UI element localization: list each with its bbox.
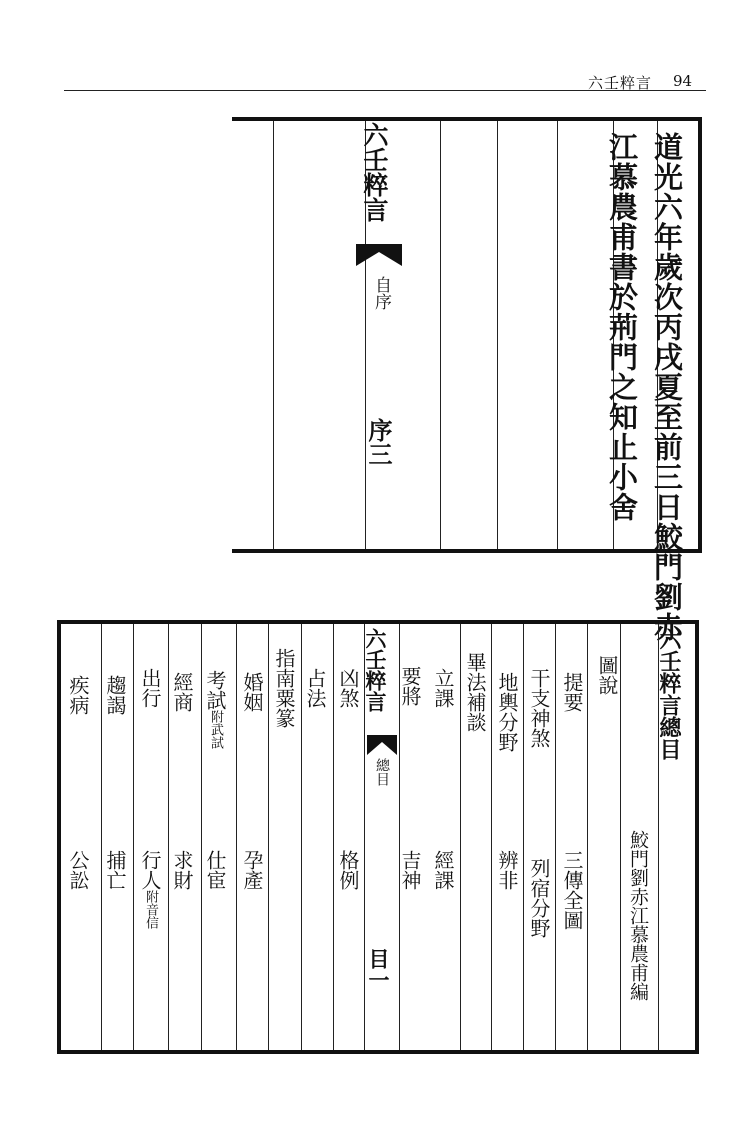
toc-entry: 趨謁 <box>103 675 127 715</box>
running-header-title: 六壬粹言 <box>588 74 653 92</box>
toc-entry <box>205 670 225 749</box>
toc-entry: 提要 <box>560 672 584 712</box>
toc-entry: 指南粟篆 <box>272 648 296 728</box>
column-rule <box>201 624 202 1050</box>
toc-entry: 圖說 <box>595 655 619 695</box>
column-rule <box>620 624 621 1050</box>
toc-author: 鮫門劉赤江慕農甫編 <box>627 830 649 1001</box>
upper-fishtail-mark <box>356 244 402 266</box>
toc-entry: 占法 <box>303 668 327 708</box>
column-rule <box>168 624 169 1050</box>
toc-entry: 三傳全圖 <box>560 850 584 930</box>
column-rule <box>555 624 556 1050</box>
toc-entry: 仕宦 <box>203 850 227 890</box>
column-rule <box>273 121 274 549</box>
toc-entry: 干支神煞 <box>527 668 551 748</box>
lower-fishtail-mark <box>367 735 397 755</box>
lower-side-section: 總目 <box>374 758 390 786</box>
toc-entry: 求財 <box>170 850 194 890</box>
toc-title: 六壬粹言總目 <box>656 628 682 760</box>
toc-entry: 經課 <box>431 850 455 890</box>
toc-entry: 吉神 <box>398 850 422 890</box>
preface-line-1: 道光六年歲次丙戌夏至前三日鮫門劉赤 <box>650 132 684 642</box>
column-rule <box>523 624 524 1050</box>
column-rule <box>497 121 498 549</box>
lower-folio-label: 目一 <box>366 948 391 990</box>
header-rule <box>64 90 706 91</box>
toc-entry: 立課 <box>431 668 455 708</box>
column-rule <box>557 121 558 549</box>
toc-entry-main: 行人 <box>138 850 162 890</box>
upper-folio-label: 序三 <box>364 418 393 466</box>
column-rule <box>440 121 441 549</box>
preface-line-2: 江慕農甫書於荊門之知止小舍 <box>605 132 639 522</box>
column-rule <box>333 624 334 1050</box>
upper-side-title: 六壬粹言 <box>360 122 389 222</box>
toc-entry: 公訟 <box>66 850 90 890</box>
column-rule <box>133 624 134 1050</box>
column-rule <box>460 624 461 1050</box>
page-number: 94 <box>673 72 693 90</box>
column-rule <box>236 624 237 1050</box>
toc-entry-note: 附武試 <box>208 710 223 749</box>
toc-entry: 孕產 <box>240 850 264 890</box>
toc-entry: 畢法補談 <box>463 652 487 732</box>
toc-entry: 疾病 <box>66 675 90 715</box>
column-rule <box>101 624 102 1050</box>
toc-entry: 婚姻 <box>240 672 264 712</box>
toc-entry: 要將 <box>398 666 422 706</box>
column-rule <box>301 624 302 1050</box>
toc-entry: 辨非 <box>495 850 519 890</box>
column-rule <box>268 624 269 1050</box>
toc-entry: 捕亡 <box>103 850 127 890</box>
column-rule <box>491 624 492 1050</box>
toc-entry-main: 考試 <box>203 670 227 710</box>
toc-entry: 經商 <box>170 672 194 712</box>
toc-entry: 列宿分野 <box>527 858 551 938</box>
toc-entry: 出行 <box>138 668 162 708</box>
toc-entry: 地輿分野 <box>495 672 519 752</box>
upper-side-section: 自序 <box>371 276 391 310</box>
lower-side-title: 六壬粹言 <box>363 628 388 712</box>
toc-entry-note: 附音信 <box>143 890 158 929</box>
column-rule <box>587 624 588 1050</box>
toc-entry: 凶煞 <box>336 668 360 708</box>
toc-entry: 格例 <box>336 850 360 890</box>
toc-entry <box>140 850 160 929</box>
